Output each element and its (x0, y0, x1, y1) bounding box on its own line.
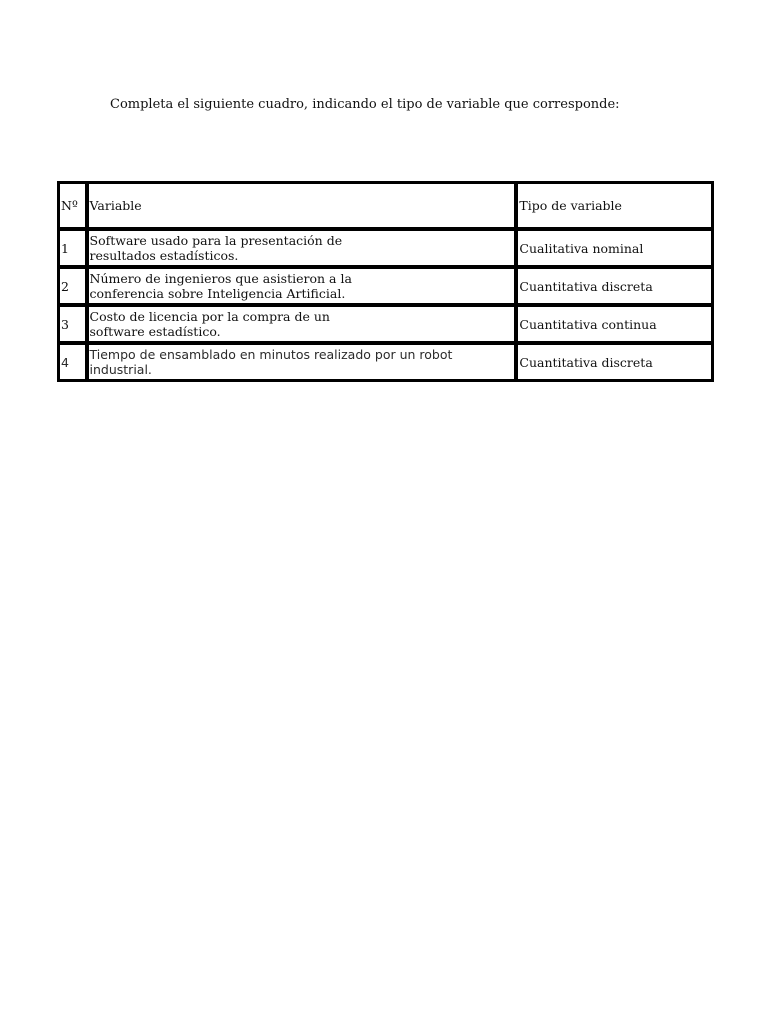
variable-table (57, 181, 714, 382)
row-variable (87, 229, 517, 267)
row-variable-line2: resultados estadísticos. (89, 248, 239, 263)
row-tipo: Cuantitativa continua (516, 305, 713, 343)
row-number: 3 (58, 305, 87, 343)
row-variable (87, 267, 517, 305)
row-variable (87, 343, 517, 381)
table-row (58, 305, 713, 343)
header-variable: Variable (87, 182, 517, 229)
row-number: 1 (58, 229, 87, 267)
row-variable-line2: industrial. (89, 362, 152, 377)
row-variable-line2: software estadístico. (89, 324, 221, 339)
table-header-row (58, 182, 713, 229)
instruction-text: Completa el siguiente cuadro, indicando el tipo de variable que corresponde: (110, 97, 620, 112)
header-no: Nº (58, 182, 87, 229)
row-tipo: Cuantitativa discreta (516, 343, 713, 381)
header-tipo: Tipo de variable (516, 182, 713, 229)
row-tipo: Cualitativa nominal (516, 229, 713, 267)
row-number: 2 (58, 267, 87, 305)
row-variable-line1: Número de ingenieros que asistieron a la (89, 271, 352, 286)
table-row (58, 343, 713, 381)
table-row (58, 267, 713, 305)
row-variable-line1: Tiempo de ensamblado en minutos realizado por un robot (89, 347, 453, 362)
row-variable-line1: Costo de licencia por la compra de un (89, 309, 330, 324)
row-variable-line2: conferencia sobre Inteligencia Artificial. (89, 286, 346, 301)
row-number: 4 (58, 343, 87, 381)
table-row (58, 229, 713, 267)
row-variable-line1: Software usado para la presentación de (89, 233, 343, 248)
row-tipo: Cuantitativa discreta (516, 267, 713, 305)
row-variable (87, 305, 517, 343)
